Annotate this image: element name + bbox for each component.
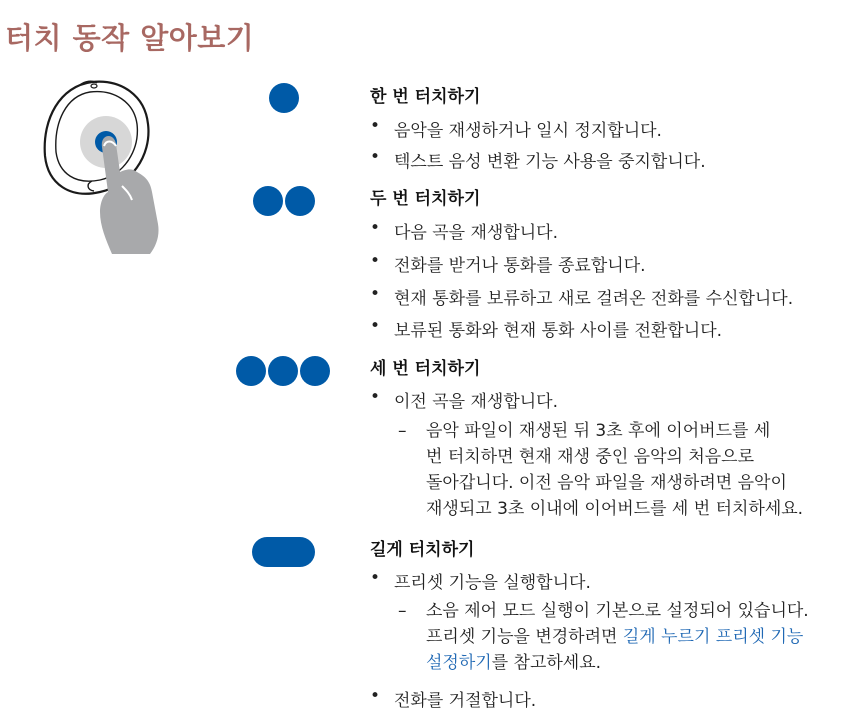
bullet: •	[370, 686, 381, 706]
bullet: •	[370, 147, 381, 167]
preset-setting-link-continued[interactable]: 설정하기	[426, 653, 492, 673]
bullet: •	[370, 568, 381, 588]
bullet: •	[370, 251, 381, 271]
single-touch-indicator	[269, 83, 299, 113]
section-title-triple-touch: 세 번 터치하기	[370, 359, 481, 379]
bullet: •	[370, 316, 381, 336]
dash: –	[398, 421, 407, 441]
triple-touch-indicator-1	[236, 356, 266, 386]
section-title-single-touch: 한 번 터치하기	[370, 87, 481, 107]
bullet: •	[370, 387, 381, 407]
preset-setting-link[interactable]: 길게 누르기 프리셋 기능	[622, 627, 804, 647]
triple-touch-indicator-2	[268, 356, 298, 386]
triple-touch-indicator-3	[300, 356, 330, 386]
section-title-long-touch: 길게 터치하기	[370, 540, 475, 560]
dash: –	[398, 601, 407, 621]
section-title-double-touch: 두 번 터치하기	[370, 189, 481, 209]
long-touch-indicator	[252, 537, 315, 567]
double-touch-indicator-1	[253, 186, 283, 216]
bullet: •	[370, 284, 381, 304]
double-touch-indicator-2	[285, 186, 315, 216]
earbud-touch-illustration	[40, 74, 165, 259]
bullet: •	[370, 218, 381, 238]
page-title: 터치 동작 알아보기	[5, 21, 255, 55]
bullet: •	[370, 116, 381, 136]
